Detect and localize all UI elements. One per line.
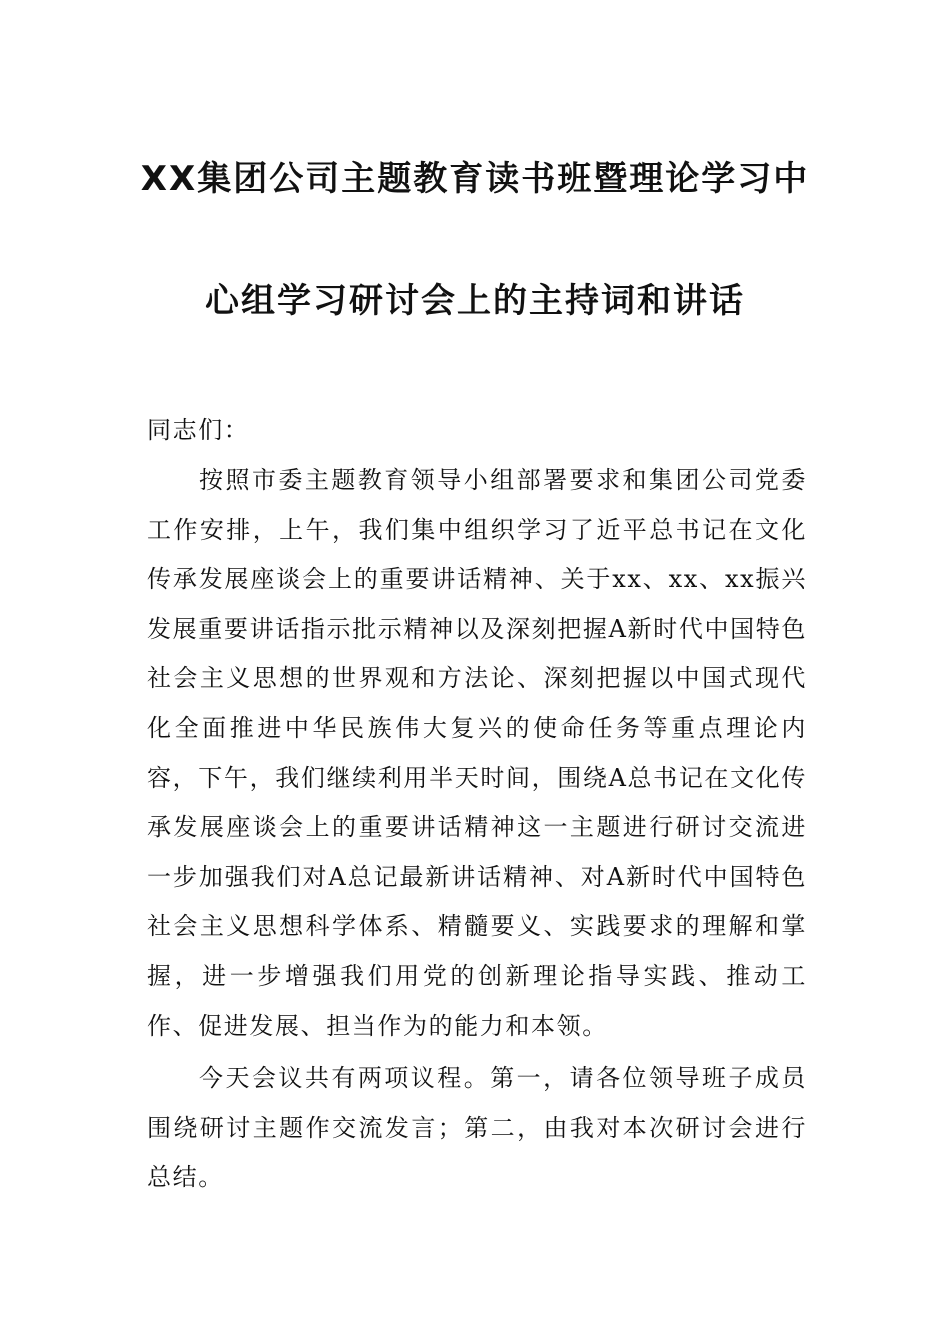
salutation: 同志们： bbox=[147, 416, 250, 444]
document-title-line-1: XX集团公司主题教育读书班暨理论学习中 bbox=[140, 159, 810, 199]
document-title-line-2: 心组学习研讨会上的主持词和讲话 bbox=[205, 281, 745, 321]
body-paragraph-1: 按照市委主题教育领导小组部署要求和集团公司党委工作安排，上午，我们集中组织学习了近平总书记在文化传承发展座谈会上的重要讲话精神、关于xx、xx、xx振兴发展重要讲话指示批示精神以及深刻把握A新时代中国特色社会主义思想的世界观和方法论、深刻把握以中国式现代化全面推进中华民族伟大复兴的使命任务等重点理论内容，下午，我们继续利用半天时间，围绕A总书记在文化传承发展座谈会上的重要讲话精神这一主题进行研讨交流进一步加强我们对A总记最新讲话精神、对A新时代中国特色社会主义思想科学体系、精髓要义、实践要求的理解和掌握，进一步增强我们用党的创新理论指导实践、推动工作、促进发展、担当作为的能力和本领。 bbox=[147, 466, 807, 1040]
body-paragraph-2: 今天会议共有两项议程。第一，请各位领导班子成员围绕研讨主题作交流发言；第二，由我对本次研讨会进行总结。 bbox=[147, 1064, 807, 1192]
